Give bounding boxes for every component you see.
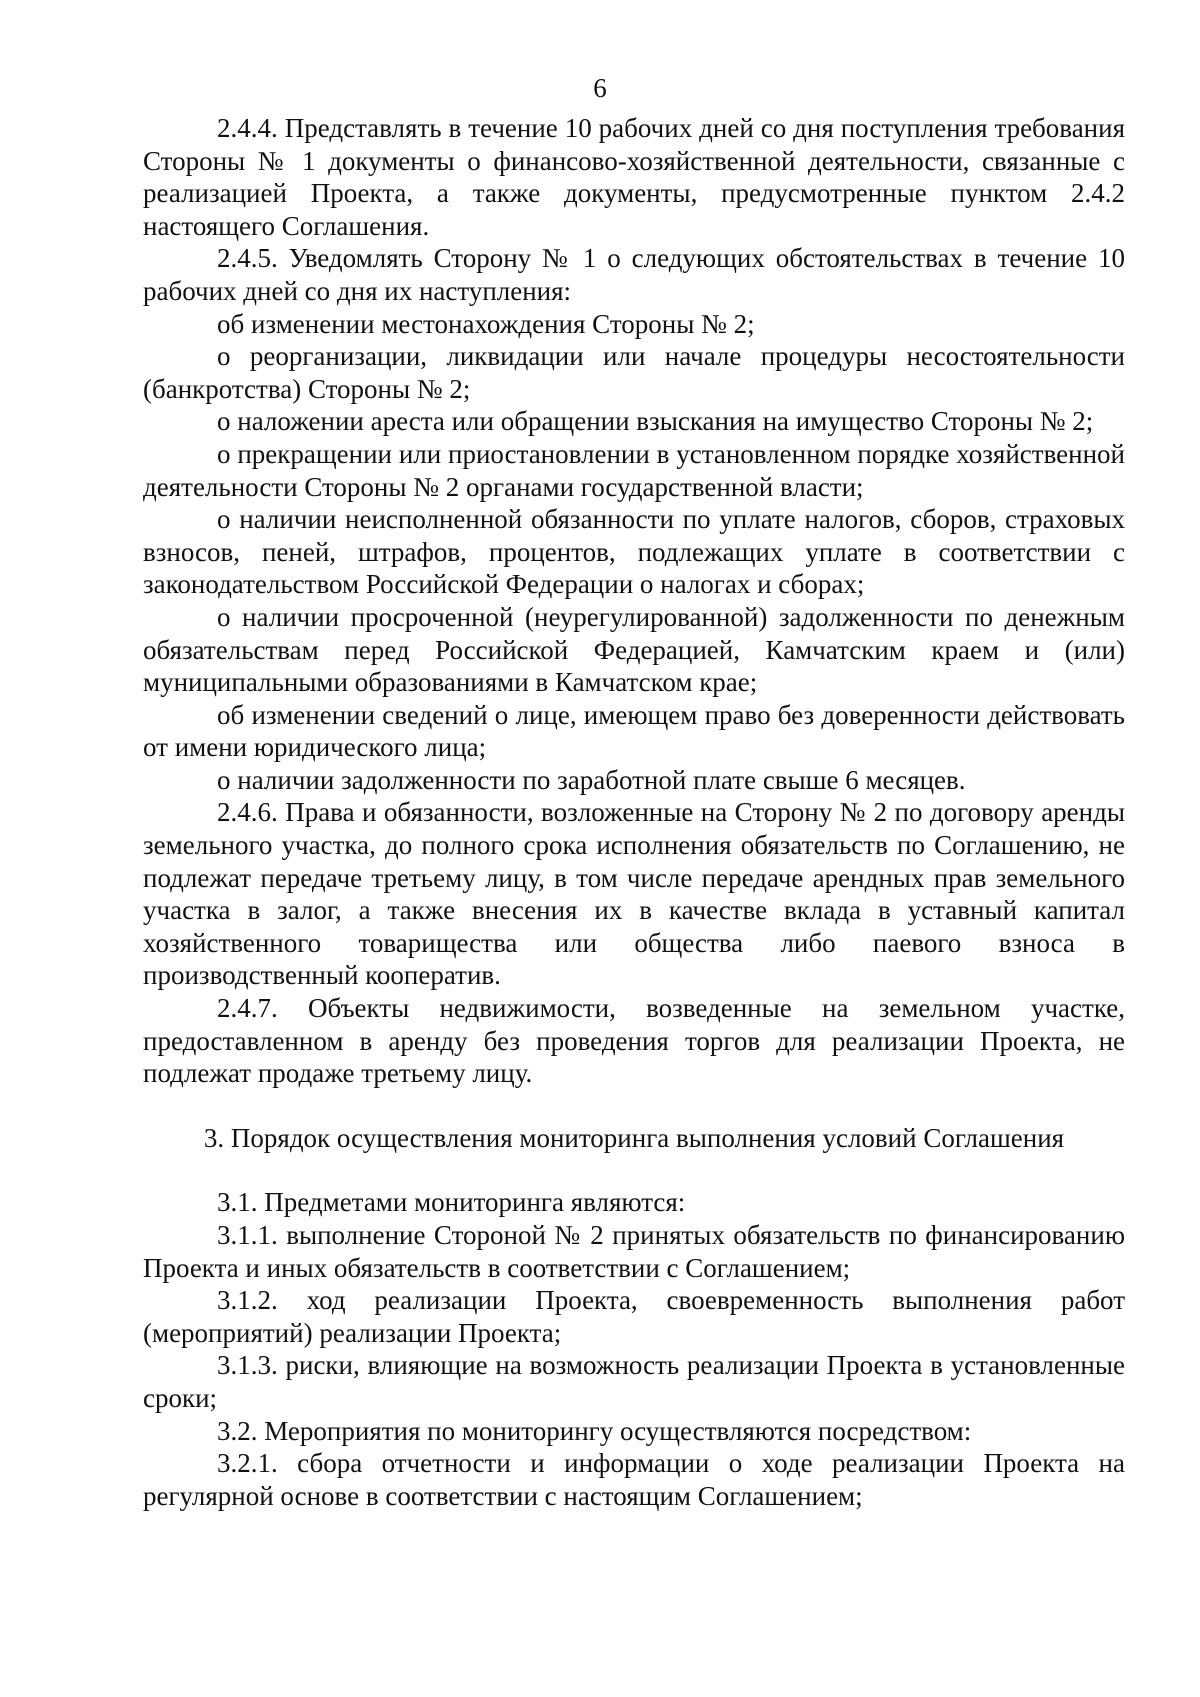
paragraph-3-1-2: 3.1.2. ход реализации Проекта, своевременность выполнения работ (мероприятий) реализации Проекта; (143, 1285, 1125, 1348)
list-item-salary-debt: о наличии задолженности по заработной плате свыше 6 месяцев. (217, 764, 966, 795)
document-body (143, 112, 1125, 1512)
list-item-arrest: о наложении ареста или обращении взыскания на имущество Стороны № 2; (217, 406, 1094, 437)
page-number: 6 (593, 73, 607, 103)
paragraph-3-2-1: 3.2.1. сбора отчетности и информации о ходе реализации Проекта на регулярной основе в соответствии с настоящим Соглашением; (143, 1448, 1125, 1511)
paragraph-3-1: 3.1. Предметами мониторинга являются: (217, 1187, 686, 1218)
paragraph-2-4-5: 2.4.5. Уведомлять Сторону № 1 о следующих обстоятельствах в течение 10 рабочих дней со дня их наступления: (143, 243, 1125, 306)
list-item-tax-debt: о наличии неисполненной обязанности по уплате налогов, сборов, страховых взносов, пеней, штрафов, процентов, подлежащих уплате в соответствии с законодательством Российской Федерации о налогах и сборах; (143, 504, 1125, 600)
paragraph-2-4-7: 2.4.7. Объекты недвижимости, возведенные на земельном участке, предоставленном в аренду без проведения торгов для реализации Проекта, не подлежат продаже третьему лицу. (143, 993, 1125, 1089)
list-item-authorized-person: об изменении сведений о лице, имеющем право без доверенности действовать от имени юридического лица; (143, 699, 1125, 763)
list-item-location-change: об изменении местонахождения Стороны № 2; (217, 308, 755, 339)
paragraph-2-4-6: 2.4.6. Права и обязанности, возложенные на Сторону № 2 по договору аренды земельного участка, до полного срока исполнения обязательств по Соглашению, не подлежат передаче третьему лицу, в том числе передаче арендных прав земельного участка в залог, а также внесения их в качестве вклада в уставный капитал хозяйственного товарищества или общества либо паевого взноса в производственный кооператив. (143, 797, 1125, 991)
list-item-termination: о прекращении или приостановлении в установленном порядке хозяйственной деятельности Стороны № 2 органами государственной власти; (143, 438, 1125, 502)
paragraph-3-1-1: 3.1.1. выполнение Стороной № 2 принятых обязательств по финансированию Проекта и иных обязательств в соответствии с Соглашением; (143, 1220, 1125, 1283)
paragraph-3-1-3: 3.1.3. риски, влияющие на возможность реализации Проекта в установленные сроки; (143, 1350, 1125, 1413)
paragraph-2-4-4: 2.4.4. Представлять в течение 10 рабочих дней со дня поступления требования Стороны № 1 документы о финансово-хозяйственной деятельности, связанные с реализацией Проекта, а также документы, предусмотренные пунктом 2.4.2 настоящего Соглашения. (143, 113, 1125, 241)
paragraph-3-2: 3.2. Мероприятия по мониторингу осуществляются посредством: (217, 1415, 972, 1446)
list-item-reorganization: о реорганизации, ликвидации или начале процедуры несостоятельности (банкротства) Стороны № 2; (143, 341, 1125, 404)
section-heading: 3. Порядок осуществления мониторинга выполнения условий Соглашения (203, 1122, 1065, 1153)
list-item-overdue-debt: о наличии просроченной (неурегулированной) задолженности по денежным обязательствам перед Российской Федерацией, Камчатским краем и (или) муниципальными образованиями в Камчатском крае; (143, 601, 1125, 698)
